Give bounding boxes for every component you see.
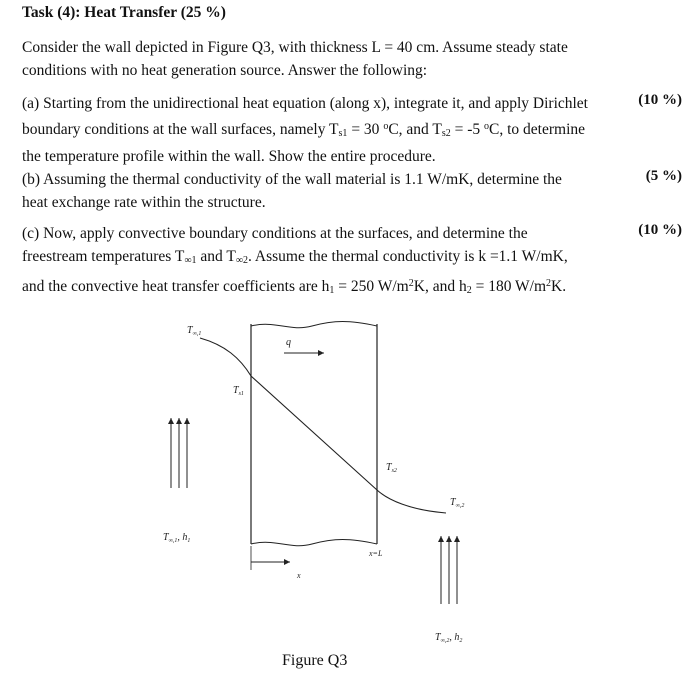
part-c-line: (c) Now, apply convective boundary conditions at the surfaces, and determine the bbox=[22, 225, 528, 242]
wall-top-edge bbox=[251, 322, 377, 328]
intro-line: conditions with no heat generation source. Answer the following: bbox=[22, 62, 428, 79]
label-left-fluid: $T_{\infty,1}$, $h_1$ bbox=[163, 532, 191, 544]
part-b-line: heat exchange rate within the structure. bbox=[22, 194, 266, 211]
figure-q3 bbox=[0, 300, 700, 650]
label-t-inf2: $T_{\infty,2}$ bbox=[450, 497, 465, 509]
label-x-eq-l: x=L bbox=[369, 549, 383, 558]
temperature-profile-line bbox=[200, 338, 446, 513]
figure-caption: Figure Q3 bbox=[282, 652, 348, 669]
label-t-s2: $T_{s2}$ bbox=[386, 462, 397, 474]
part-b-paragraph bbox=[22, 168, 622, 214]
intro-paragraph bbox=[22, 36, 622, 82]
part-a-line: (a) Starting from the unidirectional heat equation (along x), integrate it, and apply Dirichlet bbox=[22, 95, 588, 112]
task-title: Task (4): Heat Transfer (25 %) bbox=[22, 4, 226, 21]
part-c-paragraph bbox=[22, 222, 622, 302]
right-fluid-flow-arrows bbox=[441, 536, 457, 604]
left-fluid-flow-arrows bbox=[171, 418, 187, 488]
label-t-inf1: $T_{\infty,1}$ bbox=[187, 325, 202, 337]
wall-bottom-edge bbox=[251, 540, 377, 546]
part-a-line: boundary conditions at the wall surfaces, namely $T_{s1} = 30$ $^o$C, and $T_{s2} = -5$ $^o$C, to determine bbox=[22, 121, 586, 139]
part-b-line: (b) Assuming the thermal conductivity of the wall material is 1.1 W/mK, determine the bbox=[22, 171, 562, 188]
label-t-s1: $T_{s1}$ bbox=[233, 385, 244, 397]
part-a-line: the temperature profile within the wall. Show the entire procedure. bbox=[22, 148, 436, 165]
label-x: x bbox=[297, 571, 301, 580]
label-right-fluid: $T_{\infty,2}$, $h_2$ bbox=[435, 632, 463, 644]
part-a-paragraph bbox=[22, 92, 622, 168]
part-c-marks: (10 %) bbox=[638, 222, 682, 238]
part-c-line: freestream temperatures $T_{\infty 1}$ and $T_{\infty 2}$. Assume the thermal conductivity is k =1.1 W/mK, bbox=[22, 248, 568, 266]
part-a-marks: (10 %) bbox=[638, 92, 682, 108]
part-b-marks: (5 %) bbox=[645, 168, 682, 184]
label-q: q bbox=[286, 337, 291, 348]
intro-line: Consider the wall depicted in Figure Q3, with thickness L = 40 cm. Assume steady state bbox=[22, 39, 568, 56]
part-c-line: and the convective heat transfer coefficients are $h_1 = 250$ $W/m^2K$, and $h_2 = 180$ $W/m^2K$. bbox=[22, 278, 567, 296]
